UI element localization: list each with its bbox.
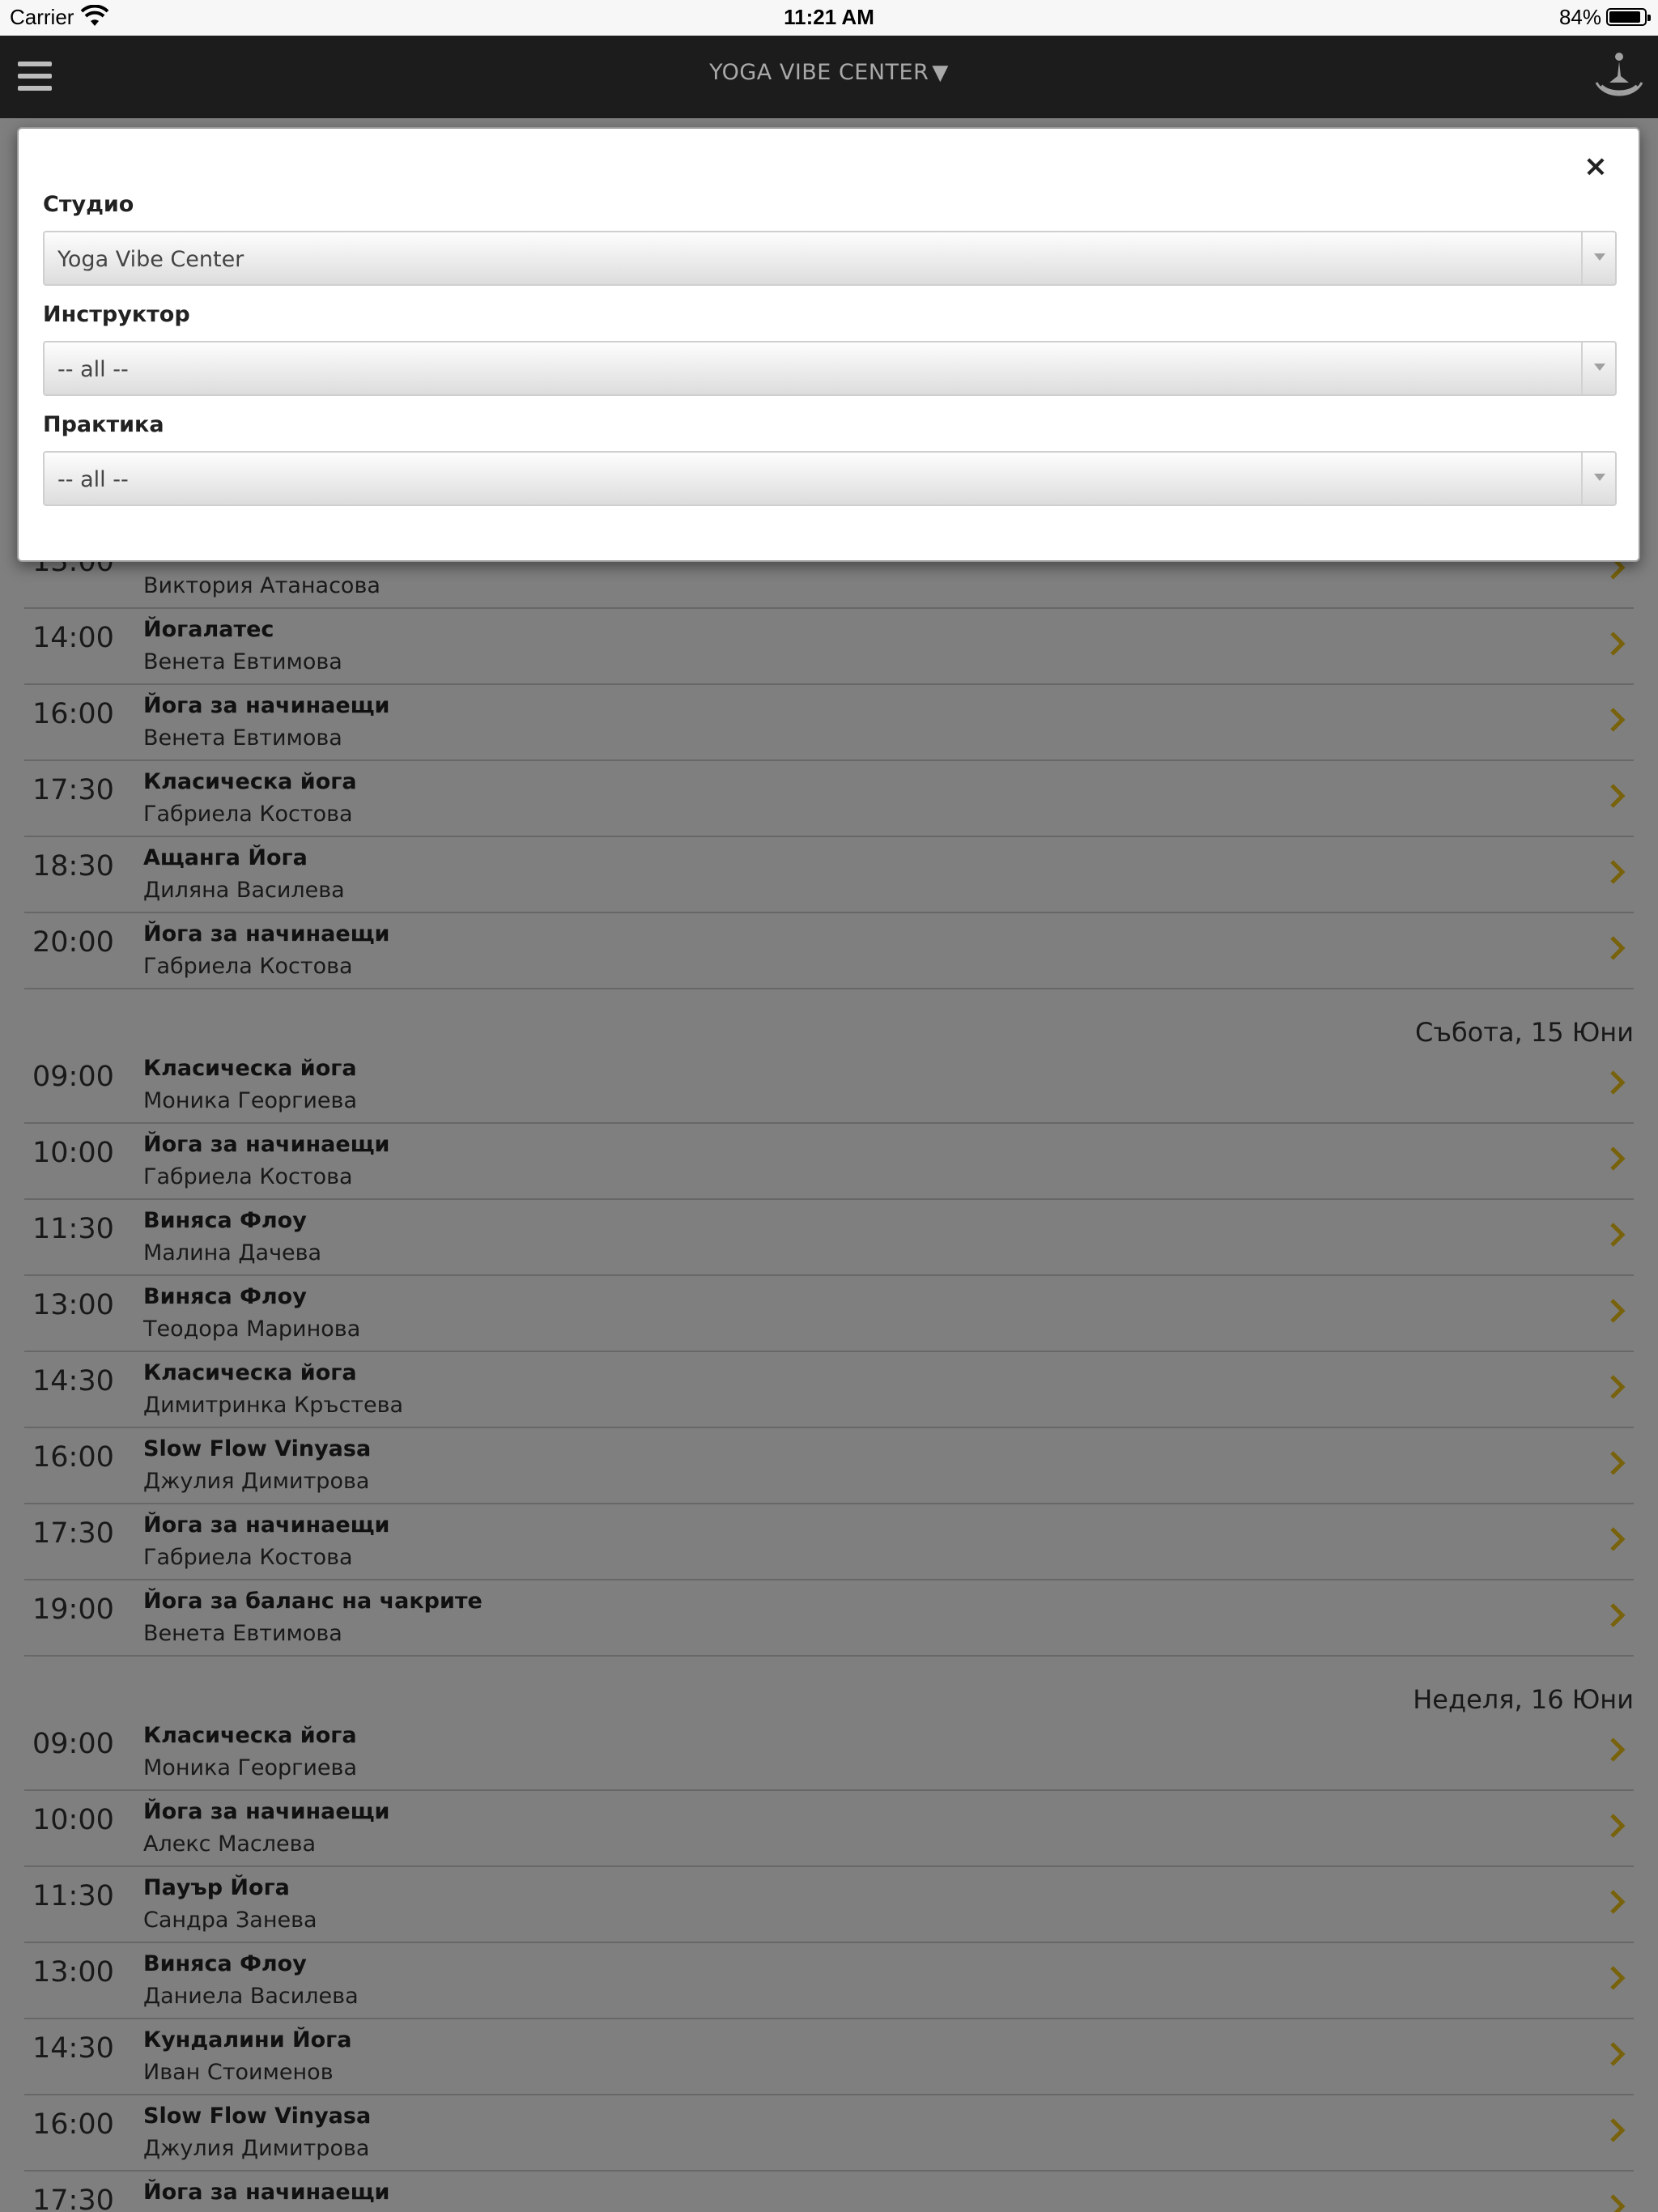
- practice-select[interactable]: [43, 451, 1617, 506]
- caret-down-icon: ▼: [932, 61, 949, 85]
- yoga-logo-icon[interactable]: [1593, 50, 1645, 102]
- battery-percent: 84%: [1558, 5, 1601, 29]
- instructor-select-value: -- all --: [57, 357, 129, 382]
- status-bar: [0, 0, 1658, 36]
- studio-title: YOGA VIBE CENTER: [709, 60, 929, 85]
- studio-selector[interactable]: [0, 60, 1658, 85]
- status-time: 11:21 AM: [784, 5, 874, 29]
- app-header: [0, 36, 1658, 118]
- close-icon[interactable]: ×: [1583, 150, 1608, 183]
- dropdown-arrow-icon: [1581, 232, 1615, 284]
- studio-select-value: Yoga Vibe Center: [57, 247, 244, 272]
- dropdown-arrow-icon: [1581, 453, 1615, 504]
- battery-icon: [1606, 8, 1647, 26]
- instructor-label: Инструктор: [43, 302, 190, 327]
- practice-select-value: -- all --: [57, 467, 129, 492]
- studio-label: Студио: [43, 192, 134, 217]
- studio-select[interactable]: [43, 231, 1617, 286]
- filter-modal: [17, 127, 1640, 562]
- carrier-label: Carrier: [10, 5, 74, 29]
- instructor-select[interactable]: [43, 341, 1617, 396]
- practice-label: Практика: [43, 412, 164, 437]
- dropdown-arrow-icon: [1581, 342, 1615, 394]
